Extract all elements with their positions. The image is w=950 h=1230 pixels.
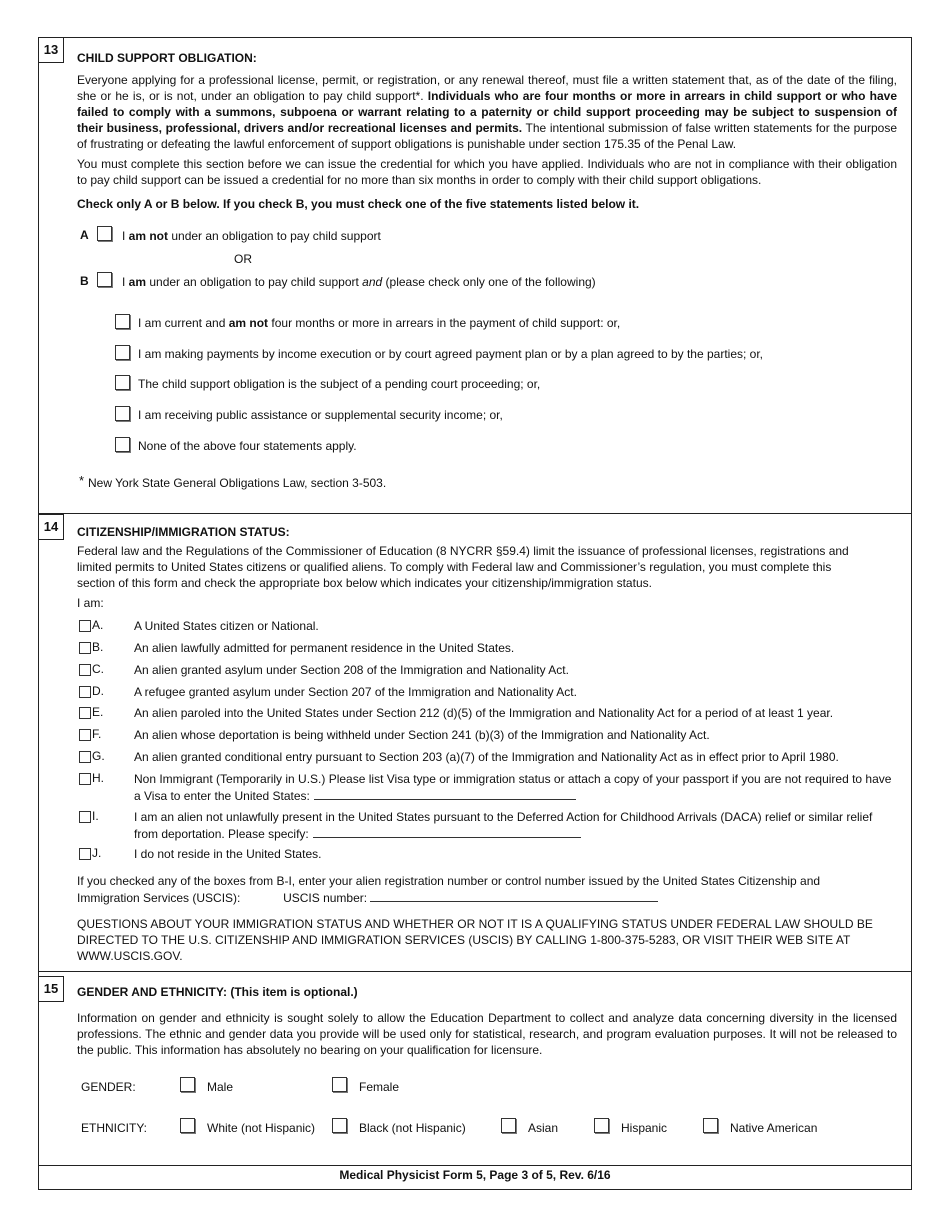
gender-female-checkbox[interactable] <box>332 1077 347 1092</box>
status-text-content: An alien granted asylum under Section 208 of the Immigration and Nationality Act. <box>134 663 569 677</box>
option-a-letter: A <box>80 228 89 242</box>
i-am-label: I am: <box>77 596 104 610</box>
status-letter: D. <box>92 684 104 698</box>
status-4-checkbox[interactable] <box>79 707 91 719</box>
status-text-content: A United States citizen or National. <box>134 619 319 633</box>
section-divider <box>38 513 912 514</box>
ethnicity-hispanic-label: Hispanic <box>621 1121 668 1135</box>
status-specify-input[interactable] <box>313 825 581 838</box>
status-text-content: Non Immigrant (Temporarily in U.S.) Please list Visa type or immigration status or attach a copy of your passport if you are not required to have a Visa to enter the United States: <box>134 772 892 803</box>
status-text <box>134 809 894 842</box>
ethnicity-black-checkbox[interactable] <box>332 1118 347 1133</box>
ethnicity-native-american-label: Native American <box>730 1121 818 1135</box>
status-1-checkbox[interactable] <box>79 642 91 654</box>
b-bold: am <box>128 275 147 289</box>
section-13-number: 13 <box>38 37 64 63</box>
status-6-checkbox[interactable] <box>79 751 91 763</box>
status-2-checkbox[interactable] <box>79 664 91 676</box>
uscis-instruction: If you checked any of the boxes from B-I, enter your alien registration number or control number issued by the United States Citizenship and Immigration Services (USCIS): <box>77 874 821 905</box>
check-instruction: Check only A or B below. If you check B, you must check one of the five statements listed below it. <box>77 197 640 211</box>
credential-paragraph: You must complete this section before we can issue the credential for which you have applied. Individuals who are not in compliance with their obligation to pay child support can be issued a credential for no more than six months in order to comply with their child support obligations. <box>77 157 897 187</box>
gender-male-label: Male <box>207 1080 234 1094</box>
status-text <box>134 749 894 765</box>
status-text-content: I am an alien not unlawfully present in the United States pursuant to the Deferred Action for Childhood Arrivals (DACA) relief or similar relief from deportation. Please specify: <box>134 810 873 841</box>
sub-option-3-checkbox[interactable] <box>115 375 130 390</box>
or-text: OR <box>234 252 252 266</box>
section-15-title: GENDER AND ETHNICITY: (This item is optional.) <box>77 985 358 999</box>
status-9-checkbox[interactable] <box>79 848 91 860</box>
page-footer: Medical Physicist Form 5, Page 3 of 5, Rev. 6/16 <box>339 1168 611 1182</box>
sub-option-1-checkbox[interactable] <box>115 314 130 329</box>
status-text <box>134 662 894 678</box>
sub1-bold: am not <box>228 316 269 330</box>
status-5-checkbox[interactable] <box>79 729 91 741</box>
section-14-number: 14 <box>38 514 64 540</box>
option-b-checkbox[interactable] <box>97 272 112 287</box>
a-bold: am not <box>128 229 169 243</box>
uscis-paragraph <box>77 873 837 906</box>
status-8-checkbox[interactable] <box>79 811 91 823</box>
gender-female-label: Female <box>359 1080 400 1094</box>
p1-intro: Everyone applying for a professional license, permit, or registration, or any renewal thereof, must file a written statement that, as of the date of the filing, she or he is, or is not, under an obligation to pay child support*. <box>77 73 897 103</box>
b-post: (please check only one of the following) <box>382 275 596 289</box>
sub1-post: four months or more in arrears in the payment of child support: or, <box>268 316 621 330</box>
ethnicity-hispanic-checkbox[interactable] <box>594 1118 609 1133</box>
status-text-content: An alien granted conditional entry pursuant to Section 203 (a)(7) of the Immigration and Nationality Act as in effect prior to April 1980. <box>134 750 839 764</box>
sub-option-2-checkbox[interactable] <box>115 345 130 360</box>
status-letter: I. <box>92 809 99 823</box>
status-text <box>134 846 894 862</box>
p1-warning: Individuals who are four months or more in arrears in child support or who have failed to comply with a summons, subpoena or warrant relating to a paternity or child support proceeding may be subject to suspension of their business, professional, drivers and/or recreational licenses and permits. <box>77 89 897 135</box>
status-specify-input[interactable] <box>314 787 576 800</box>
uscis-contact-notice: QUESTIONS ABOUT YOUR IMMIGRATION STATUS AND WHETHER OR NOT IT IS A QUALIFYING STATUS UNDER FEDERAL LAW SHOULD BE DIRECTED TO THE U.S. CITIZENSHIP AND IMMIGRATION SERVICES (USCIS) BY CALLING 1-800-375-5283, OR VISIT THEIR WEB SITE AT WWW.USCIS.GOV. <box>77 917 873 963</box>
p1-penalty: The intentional submission of false written statements for the purpose of frustrating or defeating the lawful enforcement of support obligations is punishable under section 175.35 of the Penal Law. <box>77 121 897 151</box>
footnote-text: New York State General Obligations Law, section 3-503. <box>88 476 387 490</box>
status-text-content: A refugee granted asylum under Section 207 of the Immigration and Nationality Act. <box>134 685 577 699</box>
gender-ethnicity-paragraph: Information on gender and ethnicity is sought solely to allow the Education Department to collect and analyze data concerning diversity in the licensed professions. The ethnic and gender data you provide will be used only for statistical, research, and program evaluation purposes. It will not be released to the public. This information has absolutely no bearing on your qualification for licensure. <box>77 1011 897 1057</box>
sub-option-5-checkbox[interactable] <box>115 437 130 452</box>
status-letter: E. <box>92 705 104 719</box>
footnote-star: * <box>79 473 85 488</box>
section-divider <box>38 971 912 972</box>
ethnicity-label: ETHNICITY: <box>81 1121 148 1135</box>
status-letter: A. <box>92 618 104 632</box>
ethnicity-native-american-checkbox[interactable] <box>703 1118 718 1133</box>
section-15-number: 15 <box>38 976 64 1002</box>
option-b-letter: B <box>80 274 89 288</box>
section-13-title: CHILD SUPPORT OBLIGATION: <box>77 51 257 65</box>
sub-option-4-label: I am receiving public assistance or supplemental security income; or, <box>138 408 503 422</box>
status-letter: B. <box>92 640 104 654</box>
section-14-title: CITIZENSHIP/IMMIGRATION STATUS: <box>77 525 290 539</box>
b-pre: I <box>122 275 129 289</box>
child-support-paragraph <box>77 72 897 152</box>
status-letter: C. <box>92 662 104 676</box>
ethnicity-white-label: White (not Hispanic) <box>207 1121 316 1135</box>
b-mid: under an obligation to pay child support <box>146 275 363 289</box>
option-a-checkbox[interactable] <box>97 226 112 241</box>
status-text-content: I do not reside in the United States. <box>134 847 322 861</box>
status-letter: G. <box>92 749 105 763</box>
gender-label: GENDER: <box>81 1080 136 1094</box>
footer-divider <box>38 1165 912 1166</box>
sub-option-3-label: The child support obligation is the subject of a pending court proceeding; or, <box>138 377 541 391</box>
option-a-label <box>122 229 381 243</box>
gender-male-checkbox[interactable] <box>180 1077 195 1092</box>
ethnicity-white-checkbox[interactable] <box>180 1118 195 1133</box>
status-text <box>134 684 894 700</box>
status-text <box>134 705 894 721</box>
sub-option-1-label <box>138 316 620 330</box>
status-3-checkbox[interactable] <box>79 686 91 698</box>
status-text-content: An alien lawfully admitted for permanent residence in the United States. <box>134 641 515 655</box>
status-text <box>134 618 894 634</box>
status-letter: H. <box>92 771 104 785</box>
status-0-checkbox[interactable] <box>79 620 91 632</box>
status-text <box>134 771 894 804</box>
ethnicity-asian-checkbox[interactable] <box>501 1118 516 1133</box>
citizenship-paragraph: Federal law and the Regulations of the Commissioner of Education (8 NYCRR §59.4) limit the issuance of professional licenses, registrations and limited permits to United States citizens or qualified aliens. To comply with Federal law and Commissioner’s regulation, you must complete this section of this form and check the appropriate box below which indicates your citizenship/immigration status. <box>77 544 849 590</box>
a-post: under an obligation to pay child support <box>168 229 381 243</box>
sub-option-4-checkbox[interactable] <box>115 406 130 421</box>
sub1-pre: I am current and <box>138 316 229 330</box>
status-text-content: An alien paroled into the United States under Section 212 (d)(5) of the Immigration and Nationality Act for a period of at least 1 year. <box>134 706 834 720</box>
status-7-checkbox[interactable] <box>79 773 91 785</box>
status-letter: J. <box>92 846 102 860</box>
status-text <box>134 640 894 656</box>
status-text-content: An alien whose deportation is being withheld under Section 241 (b)(3) of the Immigration and Nationality Act. <box>134 728 710 742</box>
status-letter: F. <box>92 727 102 741</box>
uscis-number-label: USCIS number: <box>283 891 368 905</box>
b-italic: and <box>362 275 383 289</box>
ethnicity-asian-label: Asian <box>528 1121 559 1135</box>
option-b-label <box>122 275 596 289</box>
status-text <box>134 727 894 743</box>
sub-option-5-label: None of the above four statements apply. <box>138 439 357 453</box>
sub-option-2-label: I am making payments by income execution or by court agreed payment plan or by a plan agreed to by the parties; or, <box>138 347 764 361</box>
uscis-number-input[interactable] <box>370 889 658 902</box>
ethnicity-black-label: Black (not Hispanic) <box>359 1121 466 1135</box>
a-pre: I <box>122 229 129 243</box>
